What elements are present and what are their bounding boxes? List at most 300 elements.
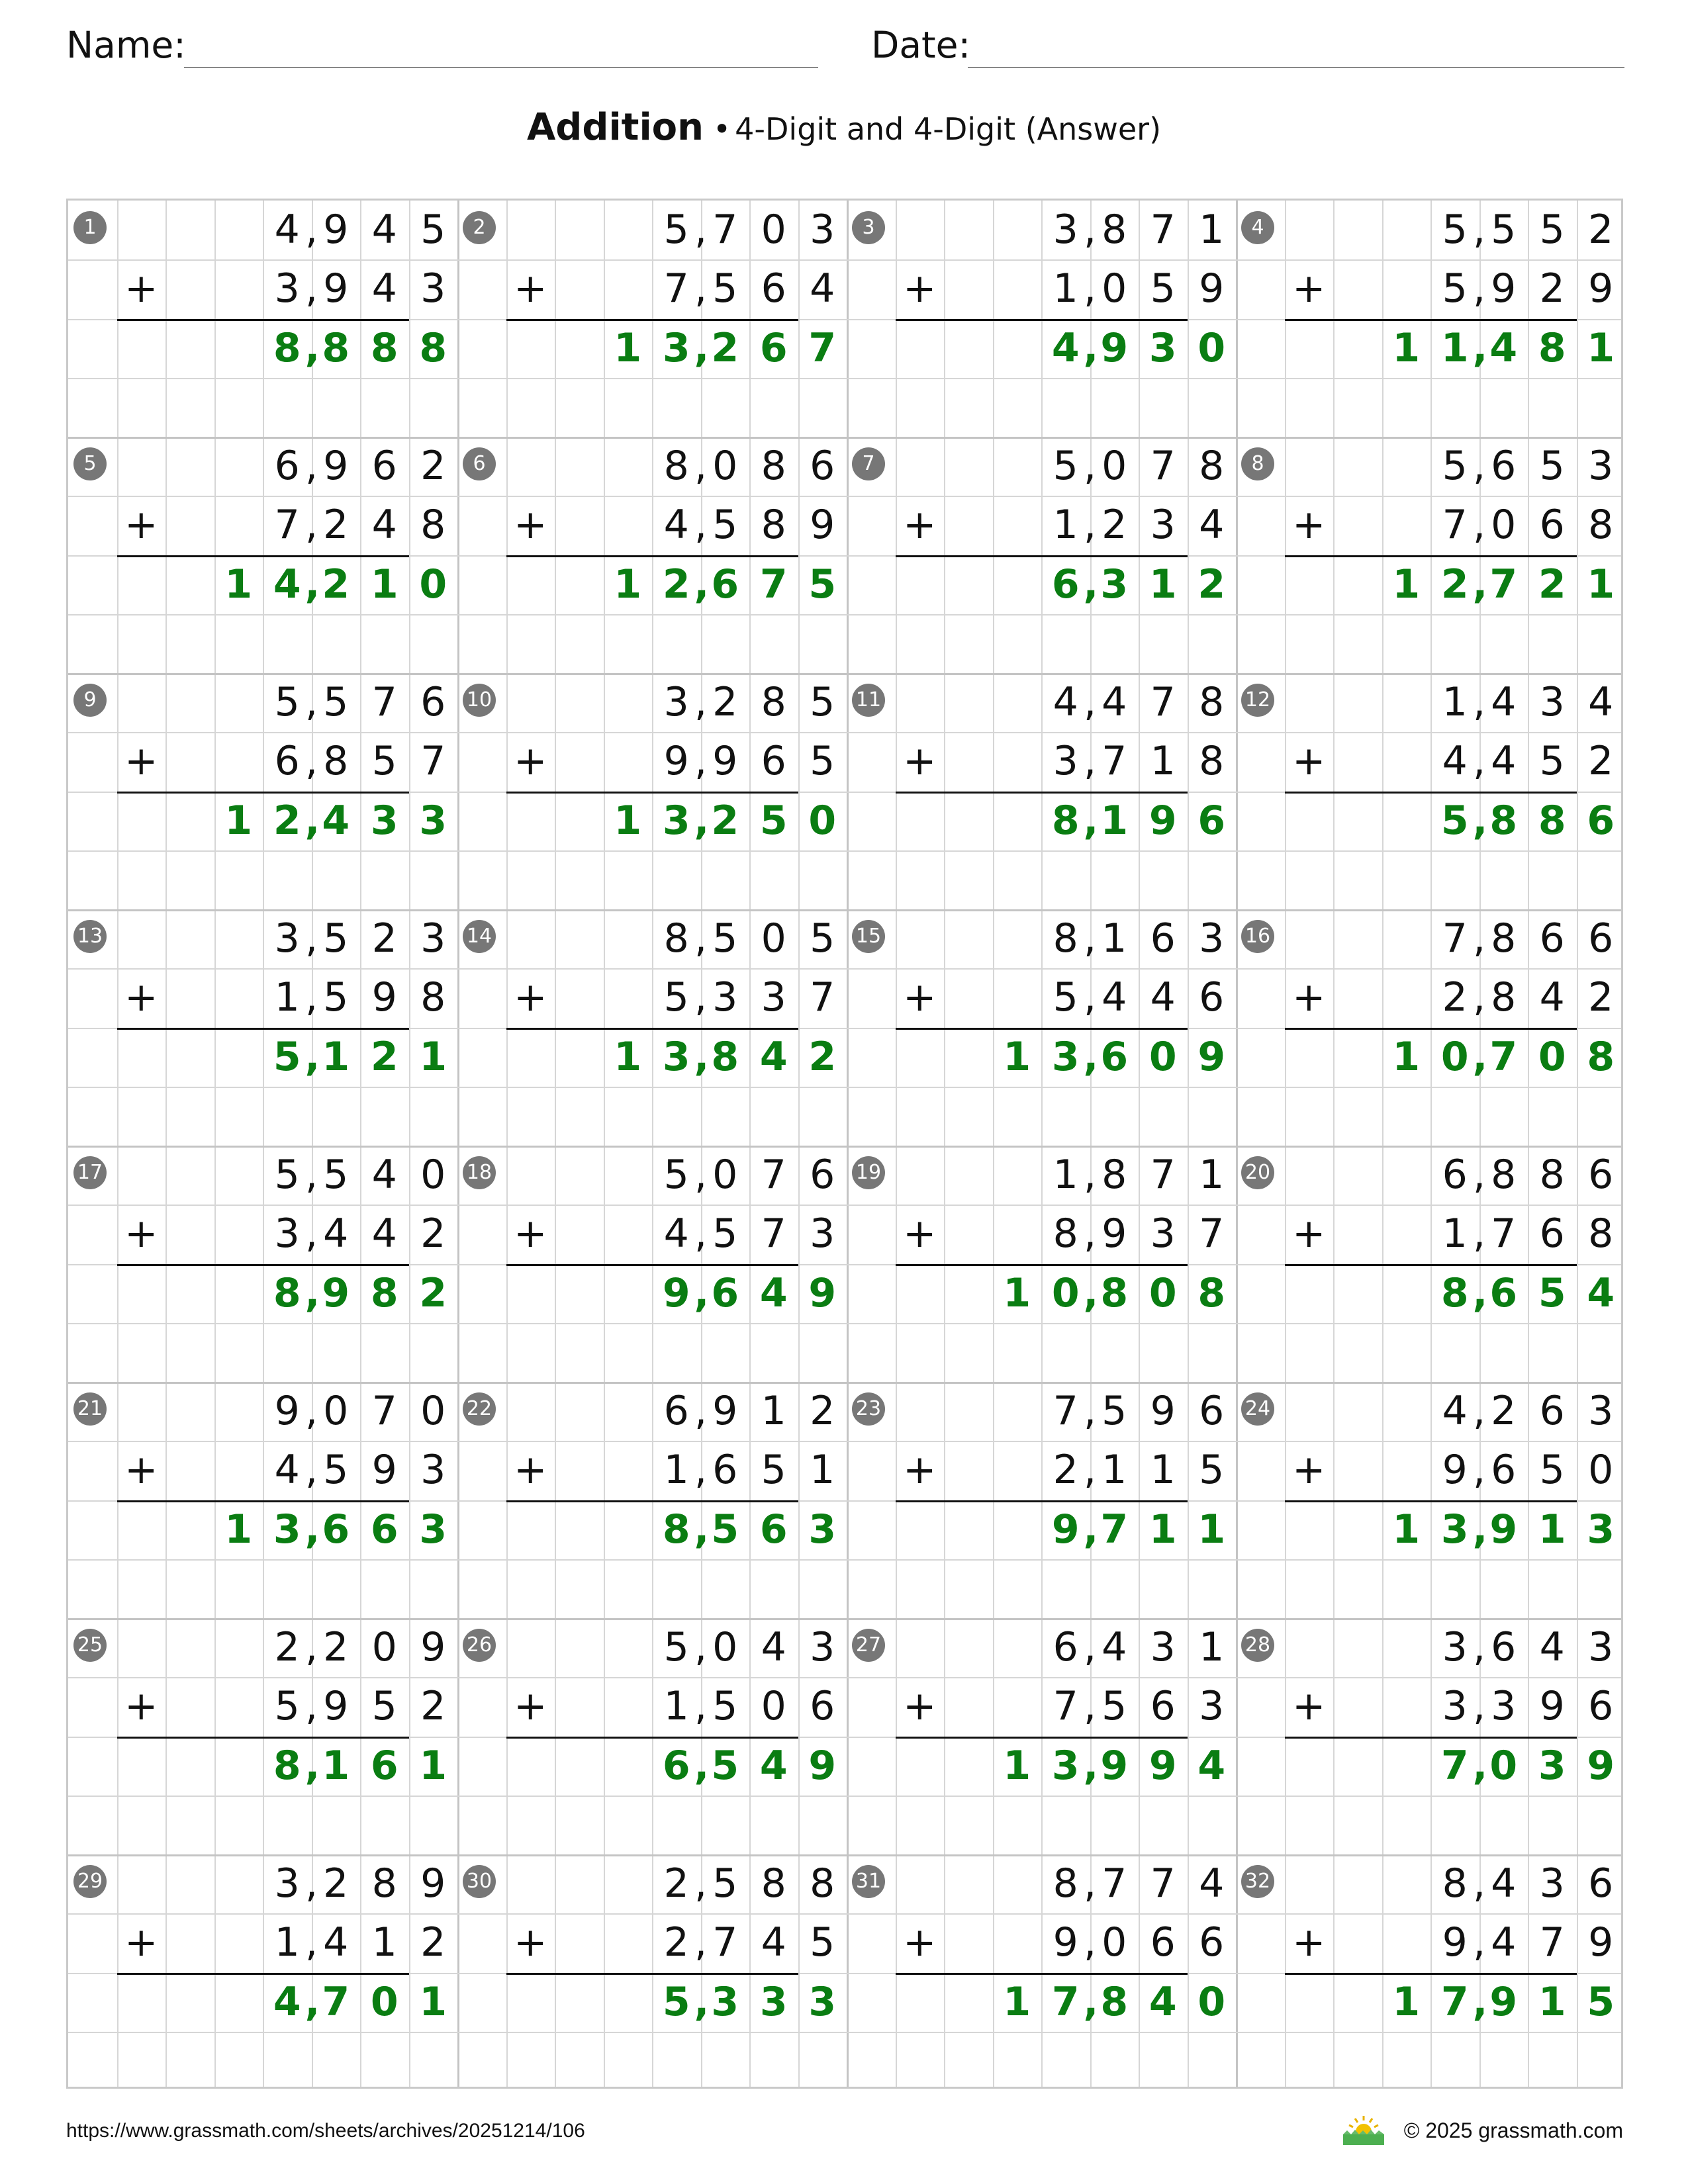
digit: 7 xyxy=(663,265,689,312)
addend-bottom xyxy=(1236,1913,1625,1972)
plus-sign: + xyxy=(514,1683,547,1730)
digit: 1 xyxy=(1003,1742,1031,1789)
digit: 2 xyxy=(711,797,739,844)
digit: 9 xyxy=(1102,1210,1127,1257)
digit: 1 xyxy=(274,1919,300,1966)
digit: 5 xyxy=(323,1152,349,1198)
digit: 6 xyxy=(322,1506,350,1553)
thousands-comma: , xyxy=(694,1033,710,1080)
digit: 7 xyxy=(371,679,397,725)
digit: 8 xyxy=(1051,797,1080,844)
problem-number-badge: 2 xyxy=(463,211,496,244)
thousands-comma: , xyxy=(305,206,318,253)
addend-bottom xyxy=(1236,732,1625,791)
digit: 7 xyxy=(1440,1978,1469,2025)
digit: 4 xyxy=(371,1210,397,1257)
thousands-comma: , xyxy=(1083,1269,1099,1316)
digit: 5 xyxy=(663,1624,689,1670)
digit: 3 xyxy=(1442,1624,1468,1670)
digit: 7 xyxy=(1100,1506,1129,1553)
digit: 0 xyxy=(1051,1269,1080,1316)
digit: 4 xyxy=(371,502,397,549)
digit: 2 xyxy=(712,679,738,725)
digit: 8 xyxy=(1102,206,1127,253)
digit: 3 xyxy=(808,1978,837,2025)
digit: 8 xyxy=(711,1033,739,1080)
digit: 9 xyxy=(1442,1919,1468,1966)
digit: 9 xyxy=(1149,797,1177,844)
digit: 8 xyxy=(1053,915,1078,962)
digit: 6 xyxy=(1588,1860,1614,1907)
addend-bottom xyxy=(68,1205,457,1263)
problem-number-badge: 7 xyxy=(852,447,885,480)
addend-bottom xyxy=(1236,1441,1625,1500)
plus-sign: + xyxy=(514,1210,547,1257)
digit: 7 xyxy=(810,974,835,1021)
digit: 4 xyxy=(274,206,300,253)
thousands-comma: , xyxy=(1472,1742,1488,1789)
plus-sign: + xyxy=(903,1919,937,1966)
digit: 2 xyxy=(1197,561,1226,608)
digit: 5 xyxy=(712,1210,738,1257)
thousands-comma: , xyxy=(305,679,318,725)
addend-bottom xyxy=(1236,1677,1625,1736)
digit: 0 xyxy=(1149,1033,1177,1080)
thousands-comma: , xyxy=(694,1742,710,1789)
problem-number-badge: 13 xyxy=(73,920,107,953)
answer-sum xyxy=(1236,1028,1625,1087)
addend-bottom xyxy=(68,732,457,791)
addend-top xyxy=(68,1618,457,1677)
plus-sign: + xyxy=(1292,265,1326,312)
digit: 8 xyxy=(663,443,689,489)
digit: 6 xyxy=(274,738,300,785)
digit: 5 xyxy=(711,1506,739,1553)
digit: 0 xyxy=(1440,1033,1469,1080)
digit: 8 xyxy=(1491,1152,1517,1198)
digit: 5 xyxy=(1539,206,1565,253)
digit: 9 xyxy=(1587,1742,1615,1789)
addend-top xyxy=(457,1854,847,1913)
thousands-comma: , xyxy=(1083,324,1099,371)
digit: 3 xyxy=(1100,561,1129,608)
digit: 7 xyxy=(1150,1860,1176,1907)
digit: 3 xyxy=(1053,206,1078,253)
digit: 7 xyxy=(1539,1919,1565,1966)
digit: 3 xyxy=(810,1624,835,1670)
digit: 9 xyxy=(323,206,349,253)
digit: 8 xyxy=(1588,502,1614,549)
digit: 3 xyxy=(1442,1683,1468,1730)
thousands-comma: , xyxy=(1472,324,1488,371)
digit: 9 xyxy=(1588,265,1614,312)
digit: 7 xyxy=(1102,1860,1127,1907)
digit: 5 xyxy=(1587,1978,1615,2025)
digit: 4 xyxy=(371,1152,397,1198)
digit: 1 xyxy=(1199,1152,1225,1198)
digit: 8 xyxy=(1491,915,1517,962)
thousands-comma: , xyxy=(694,561,710,608)
addend-bottom xyxy=(457,496,847,555)
problem-number-badge: 25 xyxy=(73,1629,107,1662)
answer-sum xyxy=(457,1737,847,1796)
digit: 1 xyxy=(419,1033,447,1080)
digit: 2 xyxy=(1538,561,1566,608)
digit: 6 xyxy=(1150,915,1176,962)
digit: 8 xyxy=(273,324,301,371)
digit: 6 xyxy=(759,1506,788,1553)
digit: 4 xyxy=(663,1210,689,1257)
digit: 2 xyxy=(662,561,690,608)
digit: 8 xyxy=(1587,1033,1615,1080)
plus-sign: + xyxy=(903,1683,937,1730)
digit: 5 xyxy=(761,1447,786,1494)
digit: 8 xyxy=(1100,1978,1129,2025)
problem-28 xyxy=(1236,1618,1625,1854)
digit: 0 xyxy=(371,1624,397,1670)
digit: 3 xyxy=(759,1978,788,2025)
digit: 7 xyxy=(1440,1742,1469,1789)
digit: 7 xyxy=(1442,915,1468,962)
problem-26 xyxy=(457,1618,847,1854)
thousands-comma: , xyxy=(694,502,708,549)
digit: 8 xyxy=(761,1860,786,1907)
digit: 5 xyxy=(323,679,349,725)
problem-number-badge: 31 xyxy=(852,1865,885,1898)
digit: 5 xyxy=(810,915,835,962)
digit: 5 xyxy=(371,738,397,785)
digit: 2 xyxy=(808,1033,837,1080)
digit: 2 xyxy=(1588,974,1614,1021)
digit: 4 xyxy=(1442,738,1468,785)
digit: 6 xyxy=(761,738,786,785)
digit: 0 xyxy=(323,1388,349,1434)
digit: 8 xyxy=(322,324,350,371)
addend-top xyxy=(847,1382,1236,1441)
problem-24 xyxy=(1236,1382,1625,1618)
answer-sum xyxy=(1236,1973,1625,2032)
digit: 3 xyxy=(1150,502,1176,549)
digit: 7 xyxy=(1150,679,1176,725)
digit: 6 xyxy=(1491,1624,1517,1670)
digit: 7 xyxy=(1053,1388,1078,1434)
digit: 8 xyxy=(370,324,399,371)
answer-sum xyxy=(68,1737,457,1796)
digit: 9 xyxy=(1489,1506,1518,1553)
digit: 4 xyxy=(1539,974,1565,1021)
digit: 7 xyxy=(808,324,837,371)
problem-3 xyxy=(847,201,1236,437)
digit: 2 xyxy=(1102,502,1127,549)
addend-bottom xyxy=(68,1913,457,1972)
digit: 8 xyxy=(1053,1860,1078,1907)
digit: 8 xyxy=(1199,443,1225,489)
digit: 6 xyxy=(1199,1388,1225,1434)
thousands-comma: , xyxy=(694,974,708,1021)
digit: 4 xyxy=(663,502,689,549)
digit: 5 xyxy=(663,1152,689,1198)
digit: 0 xyxy=(419,561,447,608)
addend-bottom xyxy=(457,259,847,318)
thousands-comma: , xyxy=(694,443,708,489)
digit: 1 xyxy=(1003,1978,1031,2025)
digit: 2 xyxy=(663,1860,689,1907)
thousands-comma: , xyxy=(305,1624,318,1670)
digit: 7 xyxy=(1102,738,1127,785)
digit: 0 xyxy=(1102,1919,1127,1966)
digit: 9 xyxy=(1100,1742,1129,1789)
thousands-comma: , xyxy=(305,1447,318,1494)
thousands-comma: , xyxy=(305,265,318,312)
digit: 7 xyxy=(1150,1152,1176,1198)
digit: 8 xyxy=(420,502,446,549)
digit: 7 xyxy=(1150,206,1176,253)
digit: 3 xyxy=(273,1506,301,1553)
plus-sign: + xyxy=(1292,738,1326,785)
plus-sign: + xyxy=(124,502,158,549)
digit: 6 xyxy=(1539,1388,1565,1434)
answer-sum xyxy=(847,1028,1236,1087)
thousands-comma: , xyxy=(1083,679,1097,725)
footer-copyright: © 2025 grassmath.com xyxy=(1403,2118,1623,2142)
digit: 2 xyxy=(371,915,397,962)
digit: 5 xyxy=(1199,1447,1225,1494)
problem-number-badge: 18 xyxy=(463,1156,496,1189)
plus-sign: + xyxy=(903,502,937,549)
digit: 6 xyxy=(370,1506,399,1553)
digit: 1 xyxy=(1392,1506,1421,1553)
thousands-comma: , xyxy=(1472,738,1486,785)
problem-number-badge: 19 xyxy=(852,1156,885,1189)
digit: 5 xyxy=(1440,797,1469,844)
answer-sum xyxy=(457,1973,847,2032)
digit: 6 xyxy=(370,1742,399,1789)
problem-12 xyxy=(1236,673,1625,909)
problem-4 xyxy=(1236,201,1625,437)
digit: 6 xyxy=(1539,502,1565,549)
digit: 3 xyxy=(1588,1388,1614,1434)
problem-18 xyxy=(457,1146,847,1382)
digit: 4 xyxy=(371,206,397,253)
digit: 9 xyxy=(323,265,349,312)
problem-8 xyxy=(1236,437,1625,673)
problem-21 xyxy=(68,1382,457,1618)
answer-sum xyxy=(457,1264,847,1323)
digit: 2 xyxy=(323,502,349,549)
digit: 5 xyxy=(810,679,835,725)
digit: 5 xyxy=(1539,1447,1565,1494)
digit: 9 xyxy=(1149,1742,1177,1789)
answer-sum xyxy=(1236,555,1625,614)
addend-top xyxy=(847,1854,1236,1913)
digit: 9 xyxy=(274,1388,300,1434)
digit: 6 xyxy=(1491,443,1517,489)
thousands-comma: , xyxy=(1083,1152,1097,1198)
digit: 7 xyxy=(322,1978,350,2025)
plus-sign: + xyxy=(514,974,547,1021)
addend-top xyxy=(68,437,457,496)
plus-sign: + xyxy=(124,1919,158,1966)
digit: 4 xyxy=(759,1033,788,1080)
addend-top xyxy=(457,673,847,732)
thousands-comma: , xyxy=(1083,265,1097,312)
answer-sum xyxy=(68,319,457,378)
digit: 2 xyxy=(420,1683,446,1730)
digit: 5 xyxy=(808,561,837,608)
thousands-comma: , xyxy=(1472,1210,1486,1257)
digit: 5 xyxy=(273,1033,301,1080)
digit: 0 xyxy=(712,443,738,489)
digit: 5 xyxy=(323,1447,349,1494)
digit: 6 xyxy=(663,1388,689,1434)
digit: 3 xyxy=(419,797,447,844)
digit: 4 xyxy=(1053,679,1078,725)
problem-number-badge: 21 xyxy=(73,1392,107,1426)
digit: 9 xyxy=(810,502,835,549)
problem-number-badge: 10 xyxy=(463,684,496,717)
problem-number-badge: 11 xyxy=(852,684,885,717)
digit: 2 xyxy=(1539,265,1565,312)
worksheet-grid xyxy=(66,199,1623,2089)
digit: 1 xyxy=(614,1033,642,1080)
digit: 3 xyxy=(1150,1210,1176,1257)
problem-number-badge: 12 xyxy=(1241,684,1274,717)
digit: 2 xyxy=(1442,974,1468,1021)
thousands-comma: , xyxy=(1083,1683,1097,1730)
digit: 5 xyxy=(712,1860,738,1907)
addend-top xyxy=(1236,673,1625,732)
digit: 5 xyxy=(1442,206,1468,253)
digit: 6 xyxy=(1491,1447,1517,1494)
digit: 1 xyxy=(1440,324,1469,371)
digit: 1 xyxy=(1053,265,1078,312)
digit: 6 xyxy=(1588,1152,1614,1198)
problem-number-badge: 16 xyxy=(1241,920,1274,953)
thousands-comma: , xyxy=(1083,1447,1097,1494)
addend-top xyxy=(1236,437,1625,496)
addend-bottom xyxy=(68,259,457,318)
digit: 6 xyxy=(711,1269,739,1316)
plus-sign: + xyxy=(903,738,937,785)
answer-sum xyxy=(1236,1264,1625,1323)
digit: 5 xyxy=(274,1152,300,1198)
thousands-comma: , xyxy=(1472,1860,1486,1907)
digit: 3 xyxy=(1440,1506,1469,1553)
thousands-comma: , xyxy=(1083,738,1097,785)
thousands-comma: , xyxy=(305,1742,320,1789)
digit: 5 xyxy=(274,679,300,725)
thousands-comma: , xyxy=(305,1860,318,1907)
problem-number-badge: 1 xyxy=(73,211,107,244)
digit: 7 xyxy=(1489,1033,1518,1080)
problem-9 xyxy=(68,673,457,909)
digit: 4 xyxy=(1102,974,1127,1021)
digit: 8 xyxy=(1197,1269,1226,1316)
answer-sum xyxy=(68,1973,457,2032)
digit: 3 xyxy=(712,974,738,1021)
addend-top xyxy=(457,1382,847,1441)
digit: 5 xyxy=(662,1978,690,2025)
digit: 7 xyxy=(761,1152,786,1198)
addend-bottom xyxy=(847,1205,1236,1263)
plus-sign: + xyxy=(1292,1447,1326,1494)
digit: 0 xyxy=(420,1152,446,1198)
answer-sum xyxy=(1236,792,1625,850)
addend-top xyxy=(68,1854,457,1913)
digit: 2 xyxy=(1588,206,1614,253)
plus-sign: + xyxy=(903,1210,937,1257)
addend-top xyxy=(1236,1854,1625,1913)
digit: 9 xyxy=(1100,324,1129,371)
thousands-comma: , xyxy=(305,797,320,844)
digit: 3 xyxy=(1588,443,1614,489)
plus-sign: + xyxy=(124,738,158,785)
problem-7 xyxy=(847,437,1236,673)
digit: 1 xyxy=(1587,561,1615,608)
thousands-comma: , xyxy=(1472,443,1486,489)
digit: 7 xyxy=(712,206,738,253)
digit: 4 xyxy=(1199,502,1225,549)
digit: 4 xyxy=(1442,1388,1468,1434)
digit: 6 xyxy=(1051,561,1080,608)
thousands-comma: , xyxy=(694,1210,708,1257)
thousands-comma: , xyxy=(694,1919,708,1966)
digit: 2 xyxy=(273,797,301,844)
digit: 5 xyxy=(323,915,349,962)
thousands-comma: , xyxy=(694,679,708,725)
problem-number-badge: 9 xyxy=(73,684,107,717)
thousands-comma: , xyxy=(694,1683,708,1730)
digit: 8 xyxy=(420,974,446,1021)
answer-sum xyxy=(457,1028,847,1087)
digit: 9 xyxy=(712,738,738,785)
digit: 8 xyxy=(1199,738,1225,785)
digit: 4 xyxy=(322,797,350,844)
digit: 5 xyxy=(1538,1269,1566,1316)
addend-bottom xyxy=(68,496,457,555)
addend-bottom xyxy=(847,968,1236,1027)
addend-bottom xyxy=(68,1441,457,1500)
digit: 6 xyxy=(1588,915,1614,962)
digit: 5 xyxy=(1053,443,1078,489)
answer-sum xyxy=(457,1500,847,1559)
problem-number-badge: 6 xyxy=(463,447,496,480)
digit: 0 xyxy=(1538,1033,1566,1080)
addend-top xyxy=(847,1618,1236,1677)
thousands-comma: , xyxy=(1083,443,1097,489)
digit: 6 xyxy=(1150,1683,1176,1730)
thousands-comma: , xyxy=(305,974,318,1021)
addend-bottom xyxy=(457,1677,847,1736)
grassmath-sun-logo-icon xyxy=(1340,2115,1387,2146)
digit: 3 xyxy=(1051,1033,1080,1080)
thousands-comma: , xyxy=(694,1978,710,2025)
digit: 0 xyxy=(712,1152,738,1198)
digit: 0 xyxy=(370,1978,399,2025)
digit: 8 xyxy=(323,738,349,785)
digit: 5 xyxy=(712,1683,738,1730)
digit: 0 xyxy=(1489,1742,1518,1789)
problem-number-badge: 30 xyxy=(463,1865,496,1898)
digit: 2 xyxy=(420,1919,446,1966)
addend-bottom xyxy=(457,1913,847,1972)
thousands-comma: , xyxy=(694,1152,708,1198)
thousands-comma: , xyxy=(694,206,708,253)
digit: 6 xyxy=(810,1683,835,1730)
digit: 0 xyxy=(1588,1447,1614,1494)
thousands-comma: , xyxy=(1472,265,1486,312)
digit: 0 xyxy=(808,797,837,844)
